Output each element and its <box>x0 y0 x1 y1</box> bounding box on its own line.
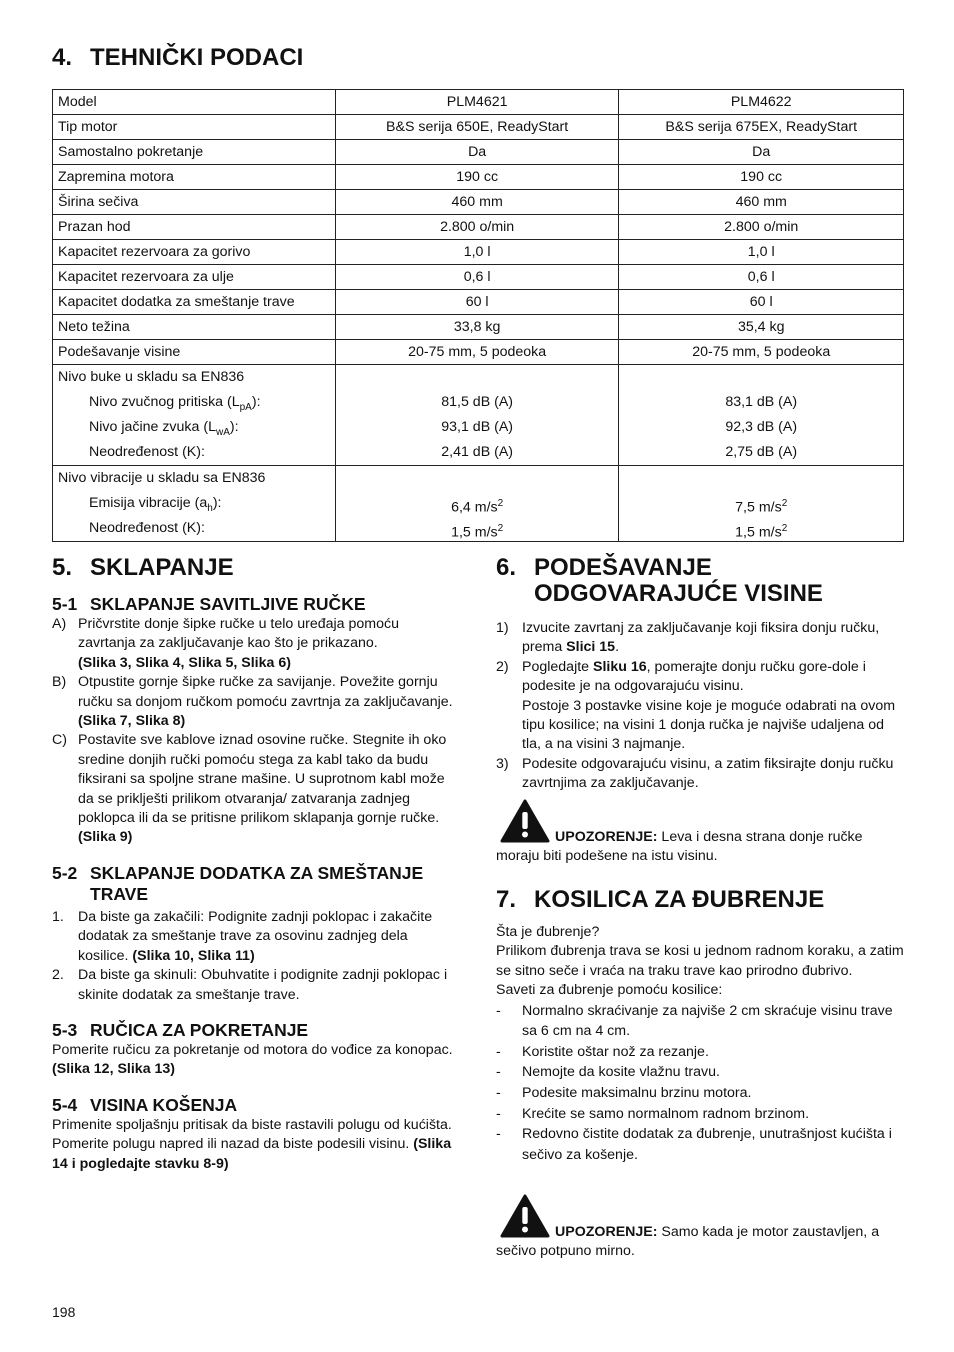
row-label: Samostalno pokretanje <box>53 140 336 165</box>
row-label: Neto težina <box>53 315 336 340</box>
right-column <box>496 555 904 794</box>
row-label: Kapacitet rezervoara za ulje <box>53 265 336 290</box>
header-cell: PLM4621 <box>335 90 619 115</box>
header-cell: PLM4622 <box>619 90 904 115</box>
list-item: - Koristite oštar nož za rezanje. <box>496 1043 709 1060</box>
list-item: B) Otpustite gornje šipke ručke za savijanje. Povežite gornju ručku sa donjom ručkom pomoću zavrtnja za zaključavanje. (Slika 7, Slika 8) <box>52 674 453 730</box>
list-item: C) Postavite sve kablove iznad osovine ručke. Stegnite ih oko sredine donjih ručki pomoću stega za kabl tako da budu fiksirani sa spoljne strane mašine. U suprotnom kabl može da se priklješti prilikom otvaranja/ zatvaranja zadnjeg poklopca ili da se pritisne prilikom sklapanja gornje ručke. (Slika 9) <box>52 732 447 846</box>
k-label: Neodređenost (K): <box>89 444 205 460</box>
noise-values-plm4621 <box>335 365 619 466</box>
cell: 92,3 dB (A) <box>725 419 798 435</box>
cell: 93,1 dB (A) <box>441 419 514 435</box>
table-row <box>53 340 904 365</box>
lwa-label: Nivo jačine zvuka $(L_{wA})$: <box>89 419 239 438</box>
row-label: Podešavanje visine <box>53 340 336 365</box>
cell: 7,5 $m/s^2$ <box>735 498 788 516</box>
left-column <box>52 555 456 1174</box>
row-label: Kapacitet dodatka za smeštanje trave <box>53 290 336 315</box>
cell: 6,4 $m/s^2$ <box>451 498 504 516</box>
k-label: Neodređenost (K): <box>89 520 205 536</box>
page-number: 198 <box>52 1304 76 1320</box>
list-item: 1) Izvucite zavrtanj za zaključavanje koji fiksira donju ručku, prema Slici 15. <box>496 620 880 656</box>
subsection-5-1-heading: 5-1 SKLAPANJE SAVITLJIVE RUČKE <box>52 594 366 614</box>
list-item: - Normalno skraćivanje za najviše 2 cm skraćuje visinu trave sa 6 cm na 4 cm. <box>496 1002 893 1040</box>
table-row <box>53 315 904 340</box>
cell: 60 l <box>619 290 904 315</box>
subsection-5-3-text: Pomerite ručicu za pokretanje od motora do vođice za konopac. (Slika 12, Slika 13) <box>52 1041 453 1078</box>
list-item: - Krećite se samo normalnom radnom brzinom. <box>496 1105 810 1122</box>
section-7-tips-title: Saveti za đubrenje pomoću kosilice: <box>496 982 723 999</box>
cell: 60 l <box>335 290 619 315</box>
height-steps-list <box>496 619 904 794</box>
table-row <box>53 240 904 265</box>
list-item: - Redovno čistite dodatak za đubrenje, unutrašnjost kućišta i sečivo za košenje. <box>496 1126 892 1163</box>
section-7-intro: Šta je đubrenje? <box>496 924 600 940</box>
section-number: 4. <box>52 44 73 71</box>
cell: Da <box>335 140 619 165</box>
mulching-tips-list <box>496 1001 904 1166</box>
section-5-heading: 5. SKLAPANJE <box>52 554 234 581</box>
cell: 460 mm <box>619 190 904 215</box>
section-7-paragraph: Prilikom đubrenja trava se kosi u jednom radnom koraku, a zatim se sitno seče i vraća na traku trave kao prirodno đubrivo. <box>496 943 904 979</box>
cell: 2.800 o/min <box>335 215 619 240</box>
cell: 1,0 l <box>619 240 904 265</box>
cell: 81,5 dB (A) <box>441 394 514 410</box>
list-item: 3) Podesite odgovarajuću visinu, a zatim fiksirajte donju ručku zavrtnjima za zaključavanje. <box>496 755 894 792</box>
list-item: 2. Da biste ga skinuli: Obuhvatite i podignite zadnji poklopac i skinite dodatak za smeštanje trave. <box>52 967 448 1003</box>
cell: B&S serija 650E, ReadyStart <box>335 115 619 140</box>
ah-label: Emisija vibracije $(a_h)$: <box>89 495 222 514</box>
subsection-5-4-text: Primenite spoljašnju pritisak da biste rastavili polugu od kućišta. Pomerite polugu napred ili nazad da biste podesili visinu. (Slika 14 i pogledajte stavku 8-9) <box>52 1116 452 1172</box>
list-item: - Podesite maksimalnu brzinu motora. <box>496 1085 752 1101</box>
section-6-heading: 6. PODEŠAVANJE ODGOVARAJUĆE VISINE <box>496 554 823 607</box>
vibration-title: Nivo vibracije u skladu sa EN836 <box>58 470 266 486</box>
cell: 1,5 $m/s^2$ <box>451 523 504 541</box>
vibration-values-plm4621 <box>335 466 619 542</box>
list-item: 2) Pogledajte Sliku 16, pomerajte donju ručku gore-dole i podesite je na odgovarajuću visinu. Postoje 3 postavke visine koje je moguće odabrati na ovom tipu kosilice; na visini 1 donja ručka je najviše udaljena od tla, a na visini 3 najmanje. <box>496 658 896 753</box>
cell: 33,8 kg <box>335 315 619 340</box>
table-row <box>53 190 904 215</box>
cell: 190 cc <box>335 165 619 190</box>
row-label: Tip motor <box>53 115 336 140</box>
section-title: TEHNIČKI PODACI <box>90 44 304 71</box>
cell: 1,0 l <box>335 240 619 265</box>
cell: 0,6 l <box>335 265 619 290</box>
cell: 2,75 dB (A) <box>725 444 798 460</box>
noise-title: Nivo buke u skladu sa EN836 <box>58 369 245 385</box>
table-row <box>53 140 904 165</box>
row-label: Zapremina motora <box>53 165 336 190</box>
list-item: - Nemojte da kosite vlažnu travu. <box>496 1064 720 1081</box>
spec-table <box>52 89 904 542</box>
vibration-label-cell <box>53 466 336 542</box>
assembly-steps-list <box>52 615 456 848</box>
table-row <box>53 290 904 315</box>
vibration-values-plm4622 <box>619 466 904 542</box>
subsection-5-2-heading: 5-2 SKLAPANJE DODATKA ZA SMEŠTANJE TRAVE <box>52 862 424 904</box>
table-header-row <box>53 90 904 115</box>
table-row-noise <box>53 365 904 466</box>
table-row <box>53 265 904 290</box>
lpa-label: Nivo zvučnog pritiska $(L_{pA})$: <box>89 394 261 413</box>
warning-text: UPOZORENJE: Samo kada je motor zaustavljen, a sečivo potpuno mirno. <box>496 1224 880 1260</box>
row-label: Prazan hod <box>53 215 336 240</box>
table-row-vibration <box>53 466 904 542</box>
cell: Da <box>619 140 904 165</box>
section-7-heading: 7. KOSILICA ZA ĐUBRENJE <box>496 886 825 913</box>
cell: 2,41 dB (A) <box>441 444 514 460</box>
list-item: A) Pričvrstite donje šipke ručke u telo uređaja pomoću zavrtanja za zaključavanje kao što je prikazano. (Slika 3, Slika 4, Slika 5, Slika 6) <box>52 616 399 671</box>
list-item: 1. Da biste ga zakačili: Podignite zadnji poklopac i zakačite dodatak za smeštanje trave za osovinu zadnjeg dela kosilice. (Slika 10, Slika 11) <box>52 908 433 964</box>
cell: 83,1 dB (A) <box>725 394 798 410</box>
cell: B&S serija 675EX, ReadyStart <box>619 115 904 140</box>
cell: 0,6 l <box>619 265 904 290</box>
subsection-5-4-heading: 5-4 VISINA KOŠENJA <box>52 1094 238 1115</box>
section-7 <box>496 887 904 1165</box>
cell: 20-75 mm, 5 podeoka <box>335 340 619 365</box>
cell: 460 mm <box>335 190 619 215</box>
table-row <box>53 215 904 240</box>
row-label: Kapacitet rezervoara za gorivo <box>53 240 336 265</box>
cell: 20-75 mm, 5 podeoka <box>619 340 904 365</box>
cell: 2.800 o/min <box>619 215 904 240</box>
warning-text: UPOZORENJE: Leva i desna strana donje ručke moraju biti podešene na istu visinu. <box>496 829 863 865</box>
noise-values-plm4622 <box>619 365 904 466</box>
header-cell: Model <box>53 90 336 115</box>
cell: 1,5 $m/s^2$ <box>735 523 788 541</box>
subsection-5-3-heading: 5-3 RUČICA ZA POKRETANJE <box>52 1019 309 1040</box>
cell: 190 cc <box>619 165 904 190</box>
row-label: Širina sečiva <box>53 190 336 215</box>
section-4-heading <box>52 45 303 71</box>
table-row <box>53 165 904 190</box>
noise-label-cell <box>53 365 336 466</box>
cell: 35,4 kg <box>619 315 904 340</box>
table-row <box>53 115 904 140</box>
grass-box-steps-list <box>52 908 456 1005</box>
